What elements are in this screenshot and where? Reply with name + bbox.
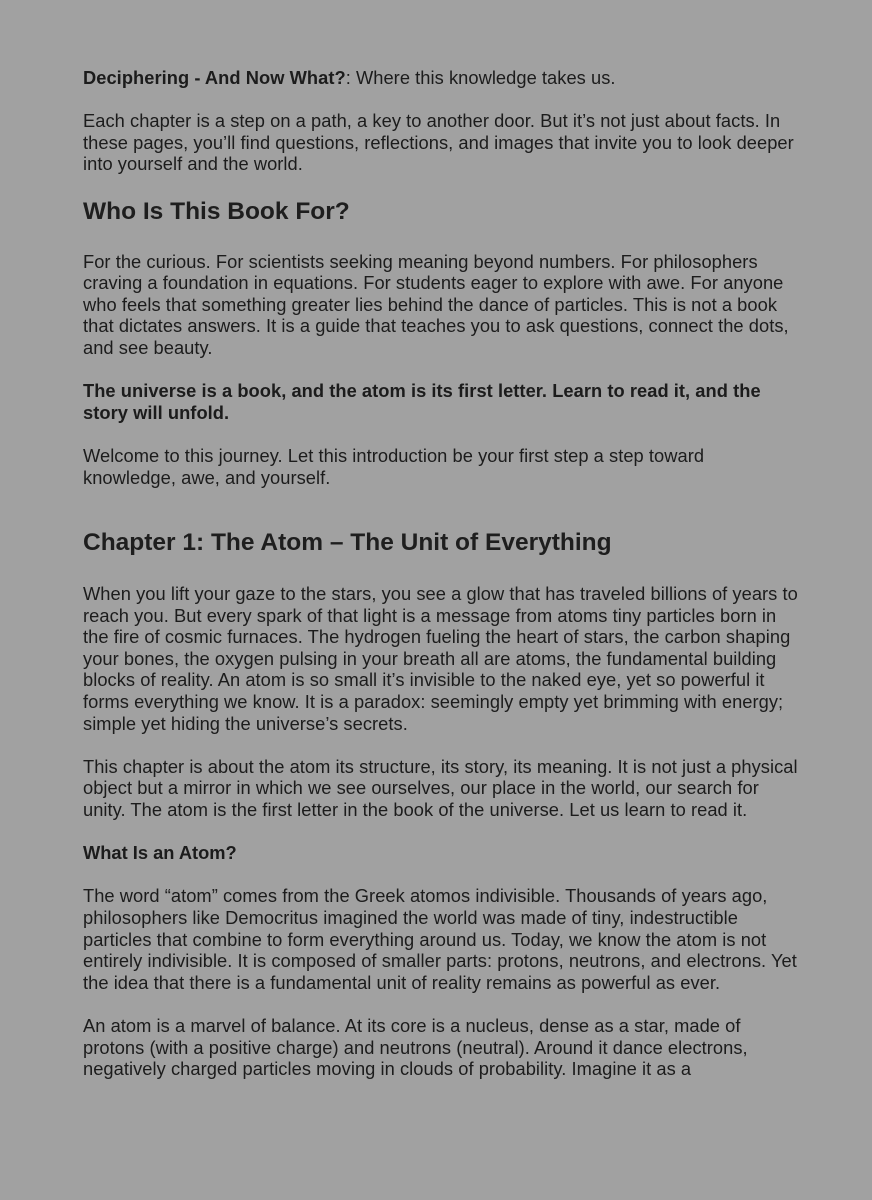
- who-section-paragraph: For the curious. For scientists seeking meaning beyond numbers. For philosophers craving a foundation in equations. For students eager to explore with awe. For anyone who feels that something greater lies behind the dance of particles. This is not a book that dictates answers. It is a guide that teaches you to ask questions, connect the dots, and see beauty.: [83, 250, 789, 358]
- welcome-paragraph: Welcome to this journey. Let this introduction be your first step a step toward knowledge, awe, and yourself.: [83, 444, 705, 488]
- chapter-paragraph-balance: An atom is a marvel of balance. At its core is a nucleus, dense as a star, made of protons (with a positive charge) and neutrons (neutral). Around it dance electrons, negatively charged particles moving in clouds of probability. Imagine it as a: [83, 1014, 748, 1080]
- deciphering-text: : Where this knowledge takes us.: [345, 67, 616, 88]
- deciphering-label: Deciphering - And Now What?: [83, 67, 346, 88]
- deciphering-line: [83, 67, 798, 89]
- chapter-steps-paragraph: Each chapter is a step on a path, a key to another door. But it’s not just about facts. In these pages, you’ll find questions, reflections, and images that invite you to look deeper into yourself and the world.: [83, 110, 794, 175]
- bold-quote-paragraph: The universe is a book, and the atom is its first letter. Learn to read it, and the story will unfold.: [83, 380, 761, 423]
- chapter-paragraph-stars: When you lift your gaze to the stars, you see a glow that has traveled billions of years to reach you. But every spark of that light is a message from atoms tiny particles born in the fire of cosmic furnaces. The hydrogen fueling the heart of stars, the carbon shaping your bones, the oxygen pulsing in your breath all are atoms, the fundamental building blocks of reality. An atom is so small it’s invisible to the naked eye, yet so powerful it forms everything we know. It is a paradox: seemingly empty yet brimming with energy; simple yet hiding the universe’s secrets.: [83, 583, 798, 734]
- who-section-heading: Who Is This Book For?: [83, 197, 350, 225]
- chapter-paragraph-structure: This chapter is about the atom its structure, its story, its meaning. It is not just a physical object but a mirror in which we see ourselves, our place in the world, our search for unity. The atom is the first letter in the book of the universe. Let us learn to read it.: [83, 755, 798, 821]
- chapter-heading: Chapter 1: The Atom – The Unit of Everything: [83, 529, 612, 557]
- what-is-atom-subheading: What Is an Atom?: [83, 842, 237, 864]
- chapter-paragraph-etymology: The word “atom” comes from the Greek atomos indivisible. Thousands of years ago, philosophers like Democritus imagined the world was made of tiny, indestructible particles that combine to form everything around us. Today, we know the atom is not entirely indivisible. It is composed of smaller parts: protons, neutrons, and electrons. Yet the idea that there is a fundamental unit of reality remains as powerful as ever.: [83, 885, 797, 993]
